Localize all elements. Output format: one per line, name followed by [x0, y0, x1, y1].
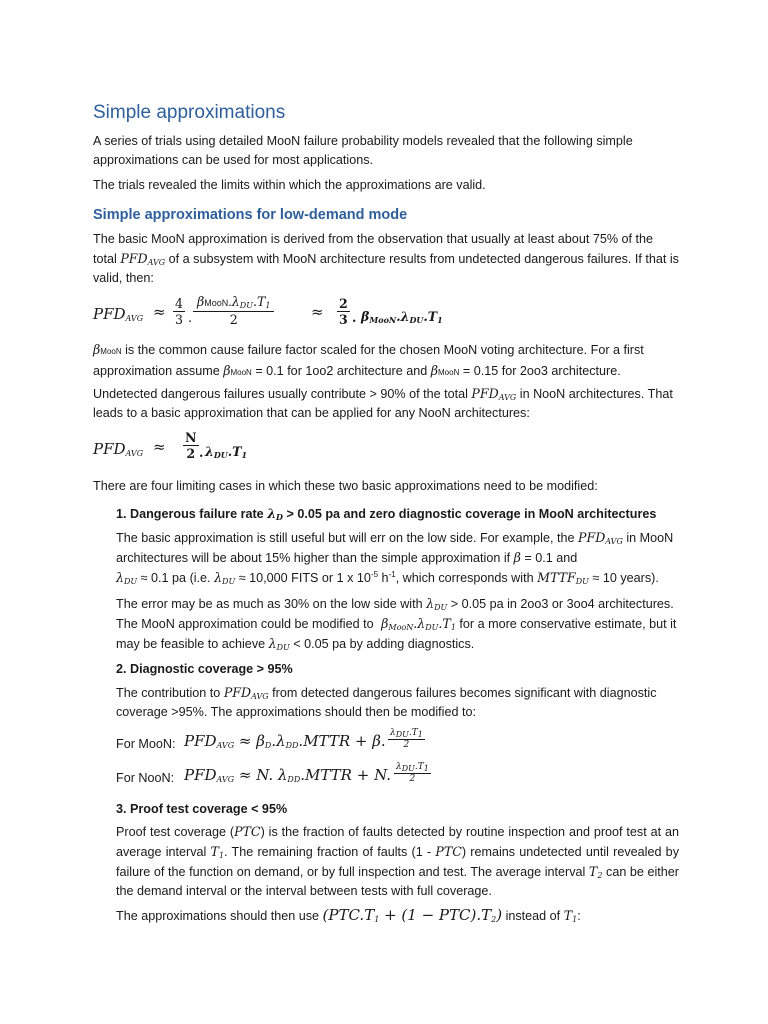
- intro-paragraph-2: The trials revealed the limits within which the approximations are valid.: [93, 178, 486, 192]
- noon-modified-formula: For NooN: $PFD_{AVG} \approx N$. $\lambda_{DD}.MTTR + N$. $\lambda_{DU}.T_1$ 2: [116, 764, 679, 794]
- noon-paragraph: Undetected dangerous failures usually contribute > 90% of the total $PFD_{AVG}$ in NooN architectures. That leads to a basic approximation that can be applied for any NooN architectures:: [93, 386, 673, 420]
- case-3-paragraph-1: Proof test coverage (PTC) is the fraction of faults detected by routine inspection and proof test at an average interval $T_1$. The remaining fraction of faults (1 - PTC) remains undetected until revealed by failure of the function on demand, or by full inspection and test. The average interval $T_2$ can be either the demand interval or the interval between tests with full coverage.: [116, 824, 680, 898]
- limiting-cases-intro: There are four limiting cases in which these two basic approximations need to be modified:: [93, 479, 598, 493]
- section-heading: Simple approximations for low-demand mode: [93, 207, 408, 223]
- noon-formula-label: For NooN:: [116, 771, 175, 785]
- case-2-paragraph: The contribution to $PFD_{AVG}$ from detected dangerous failures becomes significant with diagnostic coverage >95%. The approximations should then be modified to:: [116, 685, 657, 719]
- page-title: Simple approximations: [93, 102, 286, 123]
- noon-approximation-formula: $PFD_{AVG}$ ≈ $\frac{N}{2}$ . $\lambda_{DU}.T_1$: [93, 430, 248, 461]
- basic-approx-paragraph: The basic MooN approximation is derived from the observation that usually at least about 75% of the total $PFD_{AVG}$ of a subsystem with MooN architecture results from undetected dangerous failures. If that is valid, then:: [93, 232, 679, 285]
- case-3-paragraph-2: The approximations should then use $(PTC.T_1 + (1 - PTC).T_2)$ instead of $T_1$:: [116, 906, 581, 924]
- beta-moon-paragraph: βMooN is the common cause failure factor scaled for the chosen MooN voting architecture. For a first approximation assume βMooN = 0.1 for 1oo2 architecture and βMooN = 0.15 for 2oo3 architecture.: [93, 342, 644, 378]
- intro-paragraph: A series of trials using detailed MooN failure probability models revealed that the following simple approximations can be used for most applications.: [93, 134, 633, 167]
- case-1-paragraph-2: The error may be as much as 30% on the low side with $\lambda_{DU} > 0.05$ pa in 2oo3 or 3oo4 architectures. The MooN approximation could be modified to $\beta_{MooN}.\lambda_{DU}.T_1$ for a more conservative estimate, but it may be feasible to achieve $\lambda_{DU} < 0.05$ pa by adding diagnostics.: [116, 596, 677, 652]
- case-2-heading: 2. Diagnostic coverage > 95%: [116, 662, 293, 676]
- case-1-paragraph-1: The basic approximation is still useful but will err on the low side. For example, the $PFD_{AVG}$ in MooN architectures will be about 15% higher than the simple approximation if β = 0.1 and $\lambda_{DU} \approx 0.1$ pa (i.e. $\lambda_{DU} \approx 10,000$ FITS or 1 x $10^{-5}$ $h^{-1}$, which corresponds with $MTTF_{DU} \approx 10$ years).: [116, 530, 674, 586]
- case-1-heading: 1. Dangerous failure rate $\lambda_D > 0.05$ pa and zero diagnostic coverage in MooN architectures: [116, 506, 657, 522]
- moon-formula-label: For MooN:: [116, 737, 176, 751]
- moon-approximation-formula: $PFD_{AVG}$ ≈ $\frac{4}{3}$ . $\beta MooN.\lambda_{DU}.T_1$ 2 ≈ $\frac{2}{3}$ . $\beta_{MooN}.\lambda_{DU}.T_1$: [93, 294, 443, 327]
- case-3-heading: 3. Proof test coverage < 95%: [116, 802, 288, 816]
- moon-modified-formula: For MooN: $PFD_{AVG}$ ≈ $\beta_D.\lambda_{DD}.MTTR + \beta$. $\lambda_{DU}.T_1$ 2: [116, 730, 679, 760]
